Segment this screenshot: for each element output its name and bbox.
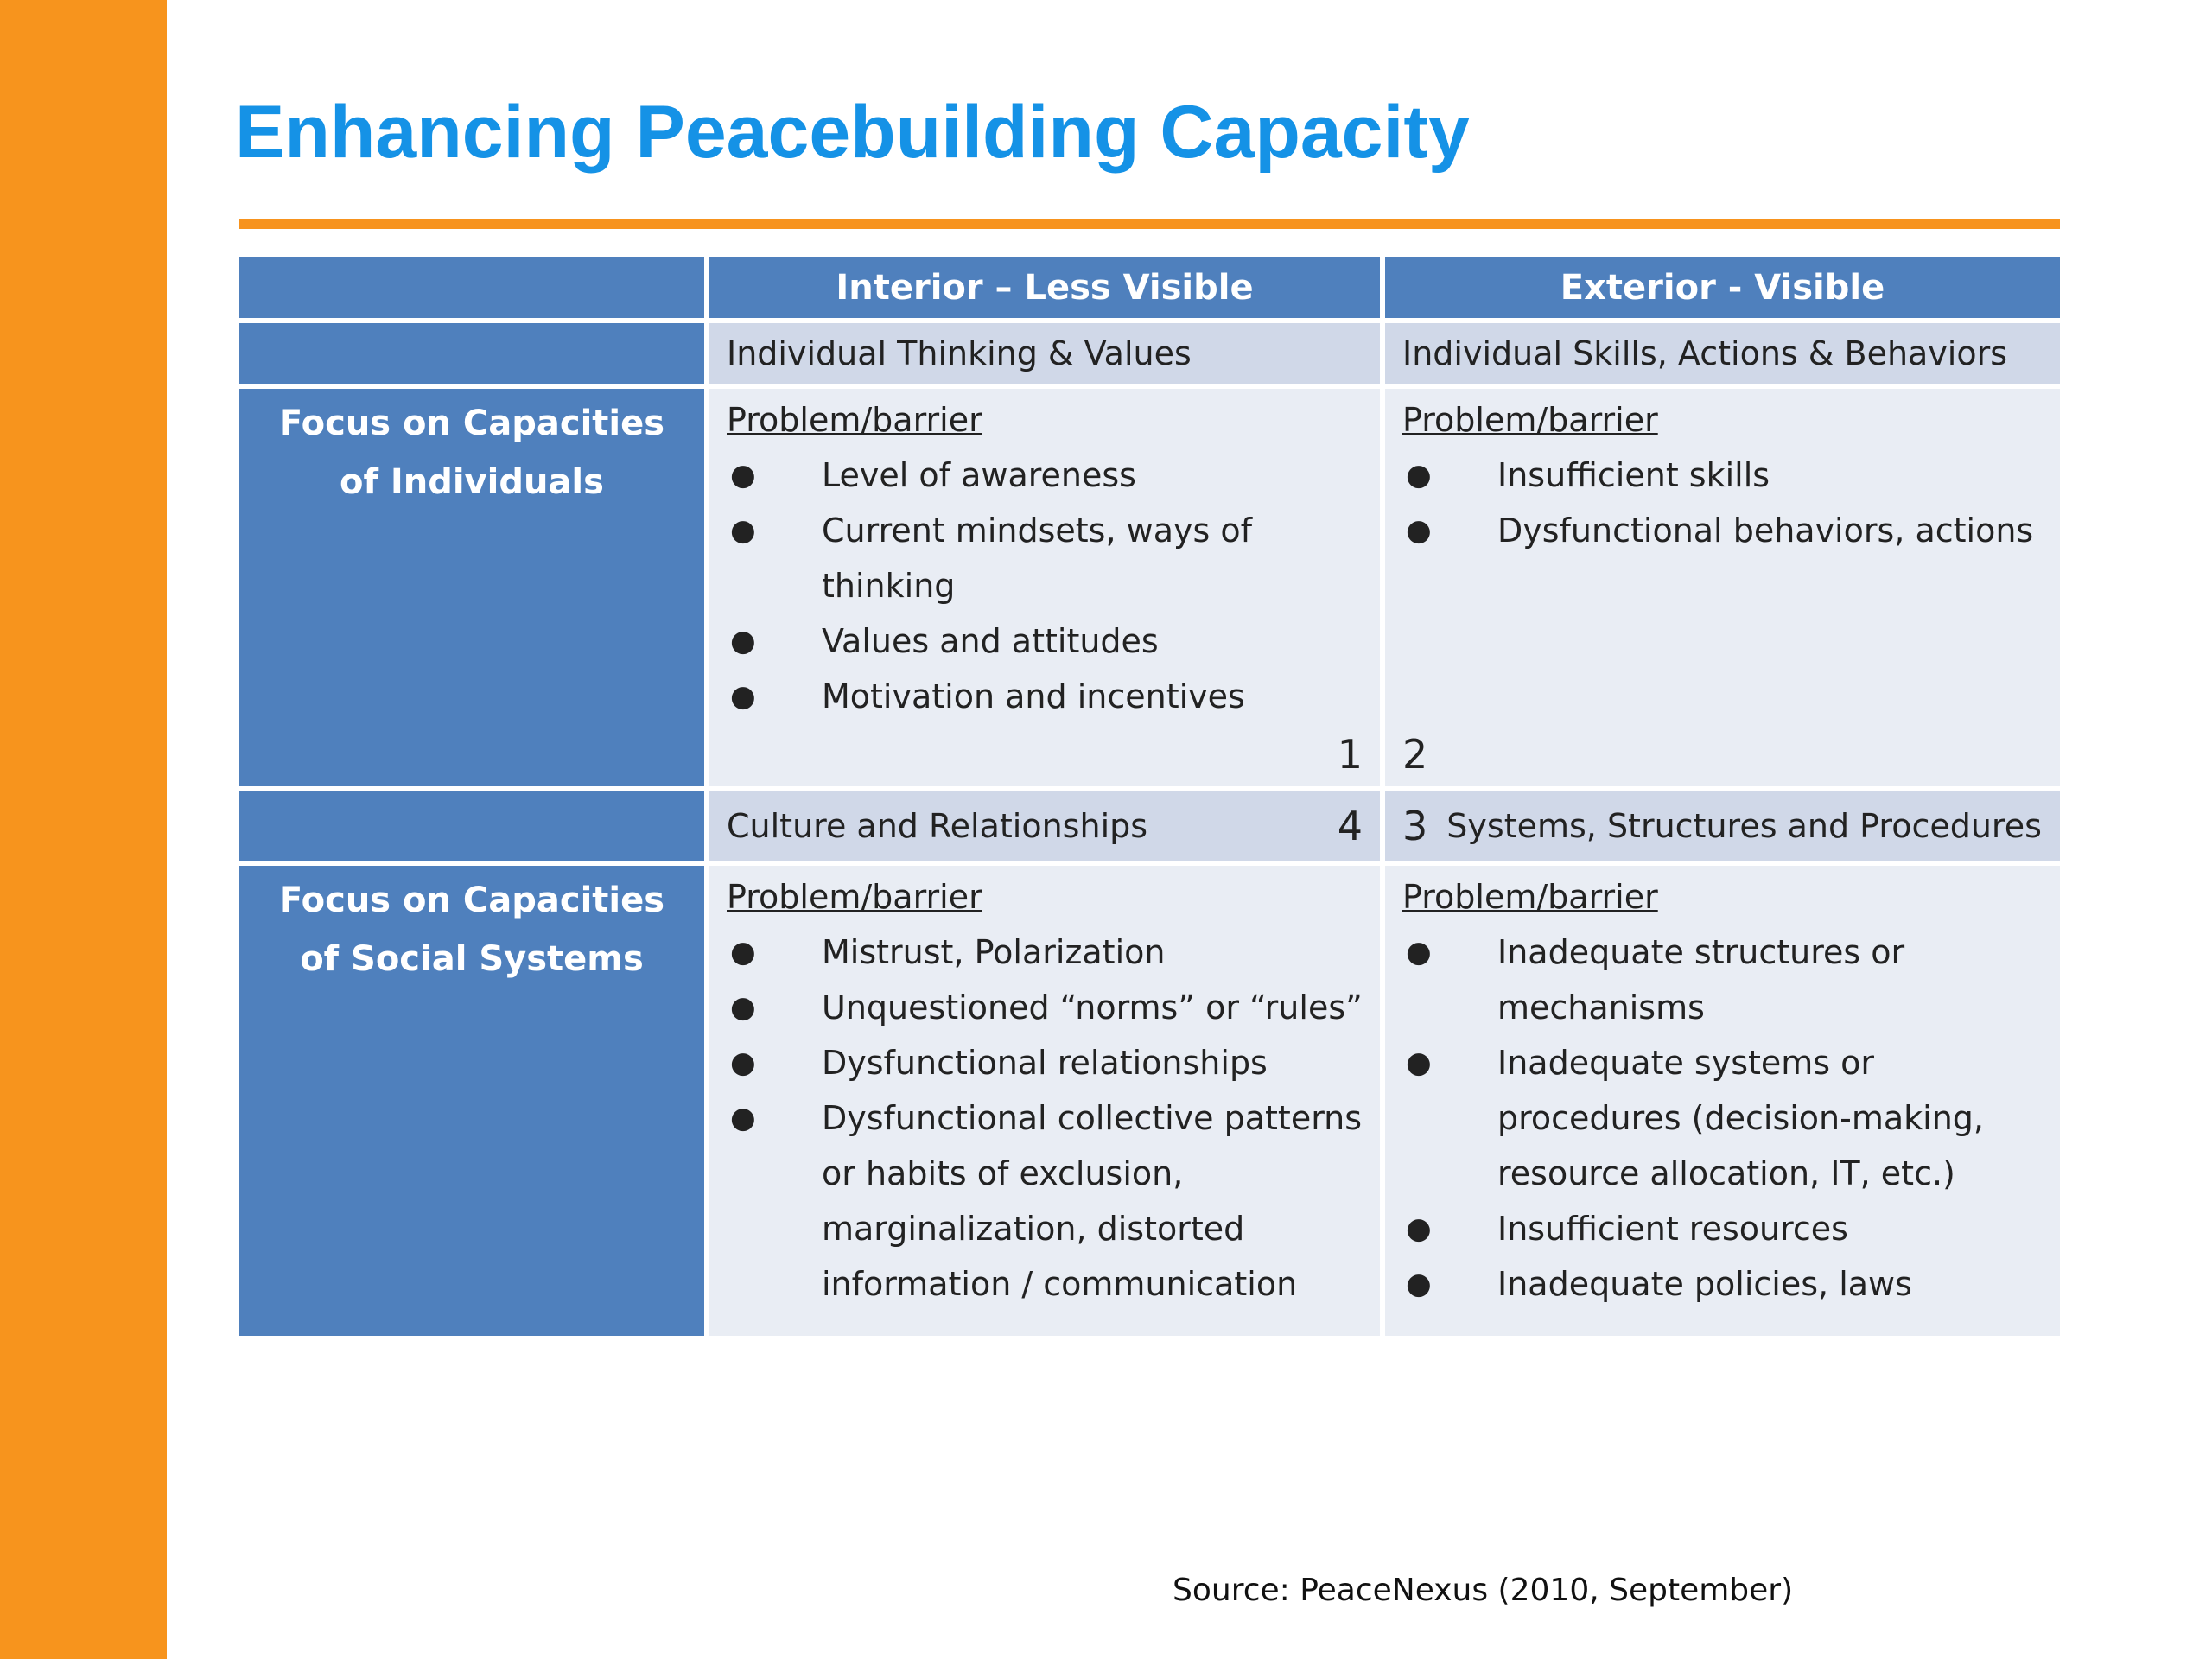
list-item: ● Level of awareness [727,448,1363,503]
bullet-icon: ● [730,990,756,1025]
bullet-icon: ● [1406,1046,1432,1080]
quadrant-number-1: 1 [1337,731,1363,778]
subheader-culture-relationships [709,791,1380,861]
list-item: ● Unquestioned “norms” or “rules” [727,980,1363,1035]
bullet-icon: ● [730,624,756,658]
bullet-icon: ● [1406,935,1432,969]
problem-barrier-heading: Problem/barrier [1402,401,1658,439]
bullet-icon: ● [730,679,756,714]
bullet-icon: ● [730,513,756,548]
capacity-table [239,254,2060,1336]
subheader-individual-skills: Individual Skills, Actions & Behaviors [1385,323,2060,384]
list-item: ● Dysfunctional relationships [727,1035,1363,1090]
subheader-label: Systems, Structures and Procedures [1446,807,2042,845]
list-item: ● Mistrust, Polarization [727,925,1363,980]
source-citation: Source: PeaceNexus (2010, September) [1173,1573,1794,1608]
header-exterior: Exterior - Visible [1385,257,2060,318]
bullet-list [727,448,1363,724]
subheader-label: Culture and Relationships [727,807,1148,845]
orange-side-bar [0,0,167,1659]
bullet-list [1402,925,2043,1312]
cell-social-exterior [1385,866,2060,1336]
subheader-systems-structures [1385,791,2060,861]
bullet-icon: ● [730,458,756,493]
bullet-icon: ● [730,1046,756,1080]
page-title: Enhancing Peacebuilding Capacity [235,91,1470,174]
bullet-icon: ● [1406,1211,1432,1246]
quadrant-number-3: 3 [1402,803,1428,849]
bullet-icon: ● [1406,458,1432,493]
title-divider [239,219,2060,229]
list-item: ● Inadequate structures or mechanisms [1402,925,2043,1035]
list-item: ● Motivation and incentives [727,669,1363,724]
cell-individual-exterior [1385,389,2060,786]
list-item: ● Current mindsets, ways of thinking [727,503,1363,613]
quadrant-number-2: 2 [1402,731,1428,778]
bullet-icon: ● [1406,1267,1432,1301]
problem-barrier-heading: Problem/barrier [727,878,982,916]
list-item: ● Dysfunctional behaviors, actions [1402,503,2043,558]
quadrant-number-4: 4 [1337,803,1363,849]
side-label-social-systems: Focus on Capacities of Social Systems [239,866,704,1336]
subheader-individual-thinking: Individual Thinking & Values [709,323,1380,384]
bullet-icon: ● [730,1101,756,1135]
subheader-blank-1 [239,323,704,384]
bullet-icon: ● [1406,513,1432,548]
list-item: ● Dysfunctional collective patterns or habits of exclusion, marginalization, distorted information / communication [727,1090,1363,1312]
header-interior: Interior – Less Visible [709,257,1380,318]
bullet-list [727,925,1363,1312]
table-header-blank [239,257,704,318]
list-item: ● Inadequate systems or procedures (decision-making, resource allocation, IT, etc.) [1402,1035,2043,1201]
cell-individual-interior [709,389,1380,786]
bullet-icon: ● [730,935,756,969]
side-label-individuals: Focus on Capacities of Individuals [239,389,704,786]
list-item: ● Insufficient resources [1402,1201,2043,1256]
list-item: ● Insufficient skills [1402,448,2043,503]
cell-social-interior [709,866,1380,1336]
subheader-blank-2 [239,791,704,861]
bullet-list [1402,448,2043,558]
problem-barrier-heading: Problem/barrier [1402,878,1658,916]
list-item: ● Inadequate policies, laws [1402,1256,2043,1312]
list-item: ● Values and attitudes [727,613,1363,669]
problem-barrier-heading: Problem/barrier [727,401,982,439]
